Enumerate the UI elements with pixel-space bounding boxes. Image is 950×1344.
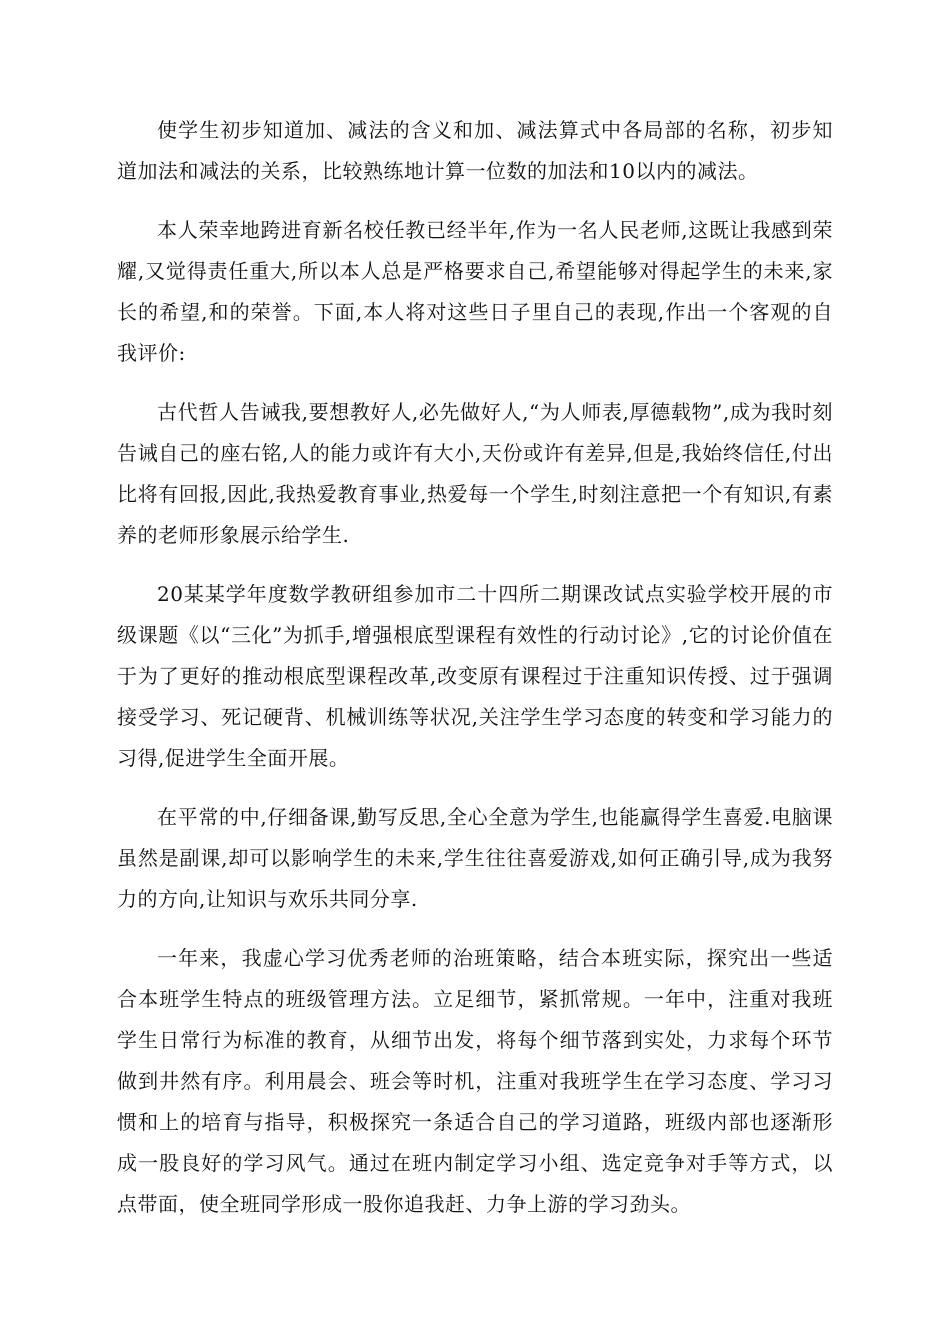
paragraph-5: 在平常的中,仔细备课,勤写反思,全心全意为学生,也能赢得学生喜爱.电脑课虽然是副课,却可以影响学生的未来,学生往往喜爱游戏,如何正确引导,成为我努力的方向,让知识与欢乐共同分享. [117,805,833,911]
paragraph-1: 使学生初步知道加、减法的含义和加、减法算式中各局部的名称，初步知道加法和减法的关系，比较熟练地计算一位数的加法和10以内的减法。 [117,118,833,183]
paragraph-6: 一年来，我虚心学习优秀老师的治班策略，结合本班实际，探究出一些适合本班学生特点的班级管理方法。立足细节，紧抓常规。一年中，注重对我班学生日常行为标准的教育，从细节出发，将每个细节落到实处，力求每个环节做到井然有序。利用晨会、班会等时机，注重对我班学生在学习态度、学习习惯和上的培育与指导，积极探究一条适合自己的学习道路，班级内部也逐渐形成一股良好的学习风气。通过在班内制定学习小组、选定竞争对手等方式，以点带面，使全班同学形成一股你追我赶、力争上游的学习劲头。 [117,946,833,1216]
paragraph-4: 20某某学年度数学教研组参加市二十四所二期课改试点实验学校开展的市级课题《以“三化”为抓手,增强根底型课程有效性的行动讨论》,它的讨论价值在于为了更好的推动根底型课程改革,改变原有课程过于注重知识传授、过于强调接受学习、死记硬背、机械训练等状况,关注学生学习态度的转变和学习能力的习得,促进学生全面开展。 [117,582,833,770]
paragraph-3: 古代哲人告诫我,要想教好人,必先做好人,“为人师表,厚德载物”,成为我时刻告诫自己的座右铭,人的能力或许有大小,天份或许有差异,但是,我始终信任,付出比将有回报,因此,我热爱教育事业,热爱每一个学生,时刻注意把一个有知识,有素养的老师形象展示给学生. [117,400,833,547]
paragraph-2: 本人荣幸地跨进育新名校任教已经半年,作为一名人民老师,这既让我感到荣耀,又觉得责任重大,所以本人总是严格要求自己,希望能够对得起学生的未来,家长的希望,和的荣誉。下面,本人将对这些日子里自己的表现,作出一个客观的自我评价: [117,218,833,365]
document-body [117,110,833,1243]
